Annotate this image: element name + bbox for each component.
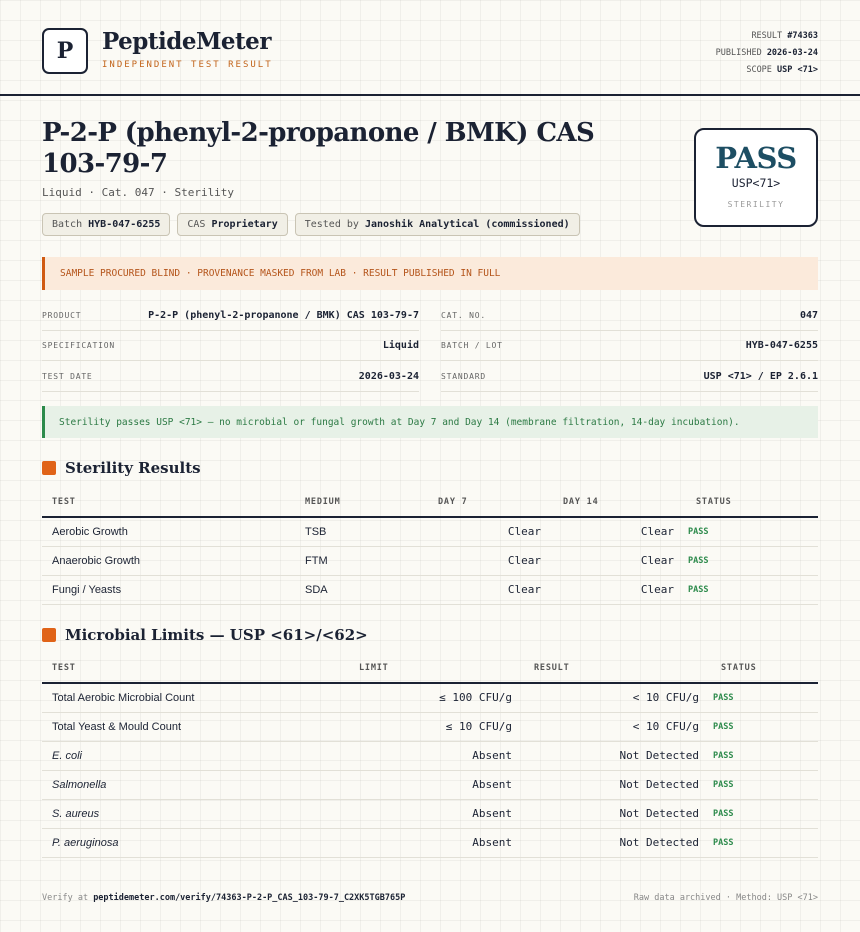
result-id-label: RESULT <box>751 31 783 41</box>
header-divider <box>0 94 860 96</box>
status-badge: PASS <box>711 683 818 712</box>
product-subtitle: Liquid · Cat. 047 · Sterility <box>42 186 235 199</box>
result: Not Detected <box>524 741 711 770</box>
day7-result: Clear <box>428 575 553 604</box>
test-name: Total Yeast & Mould Count <box>42 712 349 741</box>
column-header: DAY 14 <box>553 488 686 517</box>
test-name: P. aeruginosa <box>42 828 349 857</box>
day7-result: Clear <box>428 546 553 575</box>
info-value: P-2-P (phenyl-2-propanone / BMK) CAS 103-79-7 <box>148 310 419 321</box>
info-key: BATCH / LOT <box>441 341 503 350</box>
medium: SDA <box>295 575 428 604</box>
verdict-category: STERILITY <box>727 200 785 209</box>
microbial-section-header <box>42 626 368 644</box>
footer-note: Raw data archived · Method: USP <71> <box>633 893 818 903</box>
info-value: 2026-03-24 <box>358 371 419 382</box>
info-cat-no <box>441 301 818 331</box>
test-name: E. coli <box>42 741 349 770</box>
table-row <box>42 799 818 828</box>
microbial-limits-table <box>42 654 818 858</box>
status-badge: PASS <box>711 712 818 741</box>
batch-tag-value: HYB-047-6255 <box>88 219 161 230</box>
result: < 10 CFU/g <box>524 712 711 741</box>
status-badge: PASS <box>711 741 818 770</box>
info-key: STANDARD <box>441 372 486 381</box>
medium: FTM <box>295 546 428 575</box>
status-badge: PASS <box>686 546 818 575</box>
result-id-value: #74363 <box>787 31 818 41</box>
table-row <box>42 546 818 575</box>
info-value: 047 <box>799 310 818 321</box>
table-row <box>42 683 818 712</box>
info-value: HYB-047-6255 <box>745 340 818 351</box>
product-title: P-2-P (phenyl-2-propanone / BMK) CAS 103-79-7 <box>42 118 595 179</box>
status-badge: PASS <box>686 517 818 546</box>
section-marker-icon <box>42 628 56 642</box>
product-tags <box>42 213 580 236</box>
brand-tagline: INDEPENDENT TEST RESULT <box>102 60 273 70</box>
test-name: Salmonella <box>42 770 349 799</box>
limit: ≤ 10 CFU/g <box>349 712 524 741</box>
result-id-line <box>716 28 818 45</box>
test-name: Total Aerobic Microbial Count <box>42 683 349 712</box>
verdict-standard: USP<71> <box>731 176 781 190</box>
summary-banner: Sterility passes USP <71> — no microbial or fungal growth at Day 7 and Day 14 (membrane filtration, 14-day incubation). <box>42 406 818 438</box>
test-name: S. aureus <box>42 799 349 828</box>
test-name: Aerobic Growth <box>42 517 295 546</box>
info-key: SPECIFICATION <box>42 341 116 350</box>
table-header-row <box>42 488 818 517</box>
info-key: CAT. NO. <box>441 311 486 320</box>
limit: Absent <box>349 770 524 799</box>
table-row <box>42 712 818 741</box>
column-header: RESULT <box>524 654 711 683</box>
status-badge: PASS <box>711 799 818 828</box>
result-meta <box>716 28 818 79</box>
published-label: PUBLISHED <box>715 48 762 58</box>
day14-result: Clear <box>553 517 686 546</box>
column-header: DAY 7 <box>428 488 553 517</box>
report-header <box>42 28 818 78</box>
verify-link[interactable]: peptidemeter.com/verify/74363-P-2-P_CAS_103-79-7_C2XK5TGB765P <box>93 893 406 903</box>
limit: Absent <box>349 741 524 770</box>
result: Not Detected <box>524 770 711 799</box>
scope-value: USP <71> <box>777 65 818 75</box>
brand-logo: P <box>42 28 88 74</box>
brand-name: PeptideMeter <box>102 28 271 55</box>
sterility-section-header <box>42 459 201 477</box>
table-row <box>42 741 818 770</box>
tested-by-tag-label: Tested by <box>304 219 359 230</box>
table-row <box>42 575 818 604</box>
brand-block <box>102 28 273 70</box>
limit: Absent <box>349 828 524 857</box>
limit: ≤ 100 CFU/g <box>349 683 524 712</box>
tested-by-tag <box>295 213 580 236</box>
medium: TSB <box>295 517 428 546</box>
blind-sample-notice: SAMPLE PROCURED BLIND · PROVENANCE MASKED FROM LAB · RESULT PUBLISHED IN FULL <box>42 257 818 290</box>
test-name: Fungi / Yeasts <box>42 575 295 604</box>
limit: Absent <box>349 799 524 828</box>
batch-tag <box>42 213 170 236</box>
info-key: PRODUCT <box>42 311 82 320</box>
info-test-date <box>42 362 419 392</box>
report-footer <box>42 893 818 903</box>
scope-line <box>716 62 818 79</box>
verdict-status: PASS <box>715 141 797 175</box>
batch-tag-label: Batch <box>52 219 83 230</box>
published-value: 2026-03-24 <box>766 48 818 58</box>
result: Not Detected <box>524 799 711 828</box>
column-header: MEDIUM <box>295 488 428 517</box>
column-header: TEST <box>42 488 295 517</box>
table-row <box>42 770 818 799</box>
info-standard <box>441 362 818 392</box>
table-row <box>42 517 818 546</box>
info-product <box>42 301 419 331</box>
column-header: STATUS <box>686 488 818 517</box>
info-value: Liquid <box>382 340 419 351</box>
cas-tag-label: CAS <box>187 219 206 230</box>
sterility-section-title: Sterility Results <box>65 459 201 477</box>
verdict-card <box>694 128 818 227</box>
tested-by-tag-value: Janoshik Analytical (commissioned) <box>364 219 570 230</box>
test-name: Anaerobic Growth <box>42 546 295 575</box>
microbial-section-title: Microbial Limits — USP <61>/<62> <box>65 626 368 644</box>
verify-label: Verify at <box>42 893 89 903</box>
column-header: TEST <box>42 654 349 683</box>
day14-result: Clear <box>553 575 686 604</box>
info-batch-lot <box>441 331 818 361</box>
status-badge: PASS <box>711 770 818 799</box>
status-badge: PASS <box>711 828 818 857</box>
status-badge: PASS <box>686 575 818 604</box>
scope-label: SCOPE <box>746 65 772 75</box>
result: < 10 CFU/g <box>524 683 711 712</box>
table-header-row <box>42 654 818 683</box>
info-key: TEST DATE <box>42 372 93 381</box>
published-line <box>716 45 818 62</box>
column-header: STATUS <box>711 654 818 683</box>
day7-result: Clear <box>428 517 553 546</box>
sterility-table <box>42 488 818 605</box>
day14-result: Clear <box>553 546 686 575</box>
verify-line <box>42 893 405 903</box>
table-row <box>42 828 818 857</box>
info-value: USP <71> / EP 2.6.1 <box>703 371 818 382</box>
cas-tag <box>177 213 287 236</box>
info-specification <box>42 331 419 361</box>
column-header: LIMIT <box>349 654 524 683</box>
section-marker-icon <box>42 461 56 475</box>
result: Not Detected <box>524 828 711 857</box>
cas-tag-value: Proprietary <box>211 219 278 230</box>
